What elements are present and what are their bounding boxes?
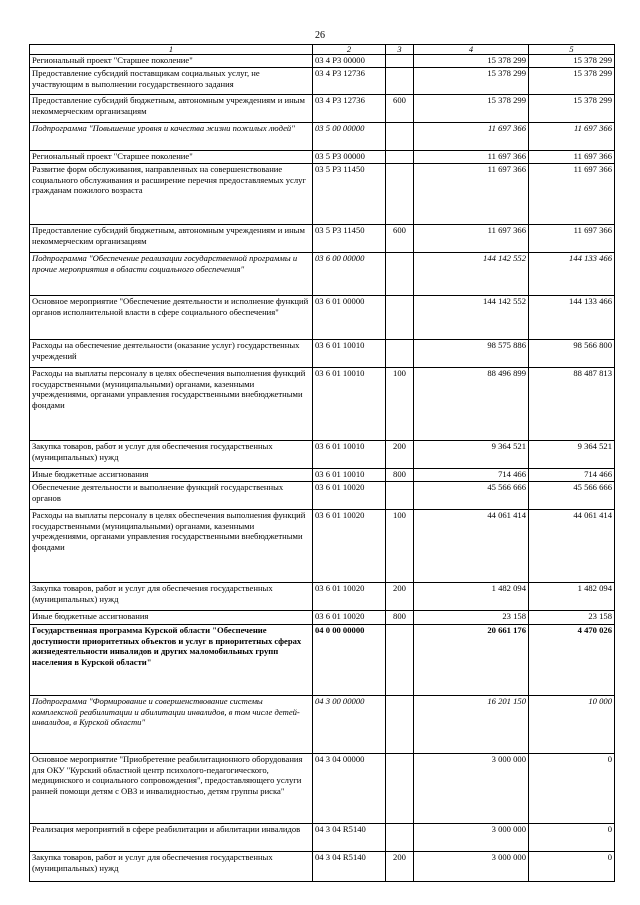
row-amount-2024-cell: 45 566 666 <box>414 482 529 510</box>
row-vr-cell: 600 <box>386 225 414 253</box>
row-amount-2024-cell: 15 378 299 <box>414 95 529 123</box>
row-name-cell: Закупка товаров, работ и услуг для обеспечения государственных (муниципальных) нужд <box>30 852 313 882</box>
header-cell: 5 <box>529 45 615 55</box>
row-code-cell: 03 6 01 10020 <box>313 611 386 625</box>
row-code-cell: 03 4 P3 00000 <box>313 55 386 68</box>
table-row <box>30 368 615 441</box>
row-amount-2024-cell: 3 000 000 <box>414 754 529 824</box>
row-amount-2024-cell: 44 061 414 <box>414 510 529 583</box>
table-row <box>30 824 615 852</box>
row-amount-2025-cell: 11 697 366 <box>529 225 615 253</box>
row-amount-2024-cell: 11 697 366 <box>414 151 529 164</box>
row-vr-cell <box>386 55 414 68</box>
row-vr-cell <box>386 824 414 852</box>
row-amount-2025-cell: 11 697 366 <box>529 151 615 164</box>
row-name-cell: Государственная программа Курской области "Обеспечение доступности приоритетных объектов и услуг в приоритетных сферах жизнедеятельности инвалидов и других маломобильных групп населения в Курской области" <box>30 625 313 696</box>
row-amount-2025-cell: 88 487 813 <box>529 368 615 441</box>
table-row <box>30 253 615 296</box>
row-amount-2024-cell: 15 378 299 <box>414 55 529 68</box>
row-vr-cell <box>386 123 414 151</box>
row-name-cell: Предоставление субсидий бюджетным, автономным учреждениям и иным некоммерческим организациям <box>30 225 313 253</box>
row-vr-cell <box>386 296 414 340</box>
row-code-cell: 03 6 01 10020 <box>313 583 386 611</box>
row-amount-2024-cell: 3 000 000 <box>414 824 529 852</box>
row-code-cell: 04 3 04 00000 <box>313 754 386 824</box>
row-vr-cell <box>386 164 414 225</box>
row-code-cell: 03 5 P3 11450 <box>313 225 386 253</box>
row-amount-2024-cell: 15 378 299 <box>414 68 529 95</box>
row-code-cell: 03 6 01 10020 <box>313 510 386 583</box>
row-amount-2025-cell: 144 133 466 <box>529 296 615 340</box>
row-name-cell: Основное мероприятие "Обеспечение деятельности и исполнение функций органов исполнительной власти в сфере социального обеспечения" <box>30 296 313 340</box>
row-code-cell: 04 0 00 00000 <box>313 625 386 696</box>
table-row <box>30 625 615 696</box>
table-row <box>30 441 615 469</box>
row-vr-cell: 800 <box>386 611 414 625</box>
table-row <box>30 340 615 368</box>
table-row <box>30 151 615 164</box>
table-row <box>30 510 615 583</box>
table-header-row <box>30 45 615 55</box>
header-cell: 1 <box>30 45 313 55</box>
row-amount-2025-cell: 11 697 366 <box>529 123 615 151</box>
row-code-cell: 03 6 01 10010 <box>313 441 386 469</box>
header-cell: 4 <box>414 45 529 55</box>
table-row <box>30 68 615 95</box>
table-row <box>30 754 615 824</box>
row-amount-2025-cell: 714 466 <box>529 469 615 482</box>
row-amount-2024-cell: 23 158 <box>414 611 529 625</box>
row-amount-2024-cell: 144 142 552 <box>414 296 529 340</box>
table-row <box>30 611 615 625</box>
row-code-cell: 04 3 04 R5140 <box>313 824 386 852</box>
table-row <box>30 123 615 151</box>
row-vr-cell: 800 <box>386 469 414 482</box>
row-name-cell: Закупка товаров, работ и услуг для обеспечения государственных (муниципальных) нужд <box>30 583 313 611</box>
row-name-cell: Подпрограмма "Обеспечение реализации государственной программы и прочие мероприятия в области социального обеспечения" <box>30 253 313 296</box>
row-vr-cell <box>386 625 414 696</box>
row-amount-2024-cell: 16 201 150 <box>414 696 529 754</box>
row-vr-cell <box>386 340 414 368</box>
table-row <box>30 225 615 253</box>
table-row <box>30 482 615 510</box>
row-vr-cell: 200 <box>386 583 414 611</box>
row-code-cell: 04 3 00 00000 <box>313 696 386 754</box>
row-name-cell: Основное мероприятие "Приобретение реабилитационного оборудования для ОКУ "Курский областной центр психолого-педагогического, медицинского и социального сопровождения", предоставляющего услуги ранней помощи детям с ОВЗ и инвалидностью, детям группы риска" <box>30 754 313 824</box>
row-name-cell: Расходы на выплаты персоналу в целях обеспечения выполнения функций государственными (муниципальными) органами, казенными учреждениями, органами управления государственными внебюджетными фондами <box>30 510 313 583</box>
row-amount-2025-cell: 44 061 414 <box>529 510 615 583</box>
table-row <box>30 696 615 754</box>
row-name-cell: Закупка товаров, работ и услуг для обеспечения государственных (муниципальных) нужд <box>30 441 313 469</box>
table-row <box>30 583 615 611</box>
row-vr-cell <box>386 68 414 95</box>
row-name-cell: Расходы на обеспечение деятельности (оказание услуг) государственных учреждений <box>30 340 313 368</box>
row-amount-2024-cell: 11 697 366 <box>414 164 529 225</box>
row-name-cell: Подпрограмма "Повышение уровня и качества жизни пожилых людей" <box>30 123 313 151</box>
row-amount-2024-cell: 144 142 552 <box>414 253 529 296</box>
row-code-cell: 03 6 00 00000 <box>313 253 386 296</box>
row-vr-cell: 100 <box>386 510 414 583</box>
row-amount-2024-cell: 20 661 176 <box>414 625 529 696</box>
row-code-cell: 03 6 01 10010 <box>313 340 386 368</box>
row-name-cell: Предоставление субсидий бюджетным, автономным учреждениям и иным некоммерческим организациям <box>30 95 313 123</box>
row-name-cell: Иные бюджетные ассигнования <box>30 469 313 482</box>
table-row <box>30 296 615 340</box>
header-cell: 3 <box>386 45 414 55</box>
row-name-cell: Обеспечение деятельности и выполнение функций государственных органов <box>30 482 313 510</box>
row-code-cell: 03 4 P3 12736 <box>313 68 386 95</box>
row-code-cell: 04 3 04 R5140 <box>313 852 386 882</box>
row-amount-2025-cell: 11 697 366 <box>529 164 615 225</box>
row-amount-2024-cell: 98 575 886 <box>414 340 529 368</box>
table-row <box>30 164 615 225</box>
row-amount-2025-cell: 9 364 521 <box>529 441 615 469</box>
row-amount-2025-cell: 10 000 <box>529 696 615 754</box>
row-code-cell: 03 5 00 00000 <box>313 123 386 151</box>
row-code-cell: 03 5 P3 00000 <box>313 151 386 164</box>
row-amount-2024-cell: 3 000 000 <box>414 852 529 882</box>
row-amount-2025-cell: 0 <box>529 754 615 824</box>
table-row <box>30 55 615 68</box>
page-number: 26 <box>315 30 325 41</box>
row-amount-2025-cell: 0 <box>529 824 615 852</box>
row-amount-2024-cell: 1 482 094 <box>414 583 529 611</box>
row-vr-cell <box>386 696 414 754</box>
row-amount-2025-cell: 15 378 299 <box>529 55 615 68</box>
row-code-cell: 03 4 P3 12736 <box>313 95 386 123</box>
row-amount-2025-cell: 15 378 299 <box>529 95 615 123</box>
row-vr-cell <box>386 151 414 164</box>
row-name-cell: Подпрограмма "Формирование и совершенствование системы комплексной реабилитации и абилитации инвалидов, в том числе детей-инвалидов, в Курской области" <box>30 696 313 754</box>
row-name-cell: Предоставление субсидий поставщикам социальных услуг, не участвующим в выполнении государственного задания <box>30 68 313 95</box>
row-vr-cell <box>386 253 414 296</box>
row-code-cell: 03 6 01 10020 <box>313 482 386 510</box>
row-amount-2025-cell: 0 <box>529 852 615 882</box>
row-vr-cell: 200 <box>386 852 414 882</box>
row-amount-2024-cell: 11 697 366 <box>414 225 529 253</box>
row-amount-2025-cell: 4 470 026 <box>529 625 615 696</box>
row-amount-2025-cell: 15 378 299 <box>529 68 615 95</box>
row-code-cell: 03 6 01 00000 <box>313 296 386 340</box>
row-amount-2025-cell: 98 566 800 <box>529 340 615 368</box>
budget-table <box>29 44 615 882</box>
row-name-cell: Расходы на выплаты персоналу в целях обеспечения выполнения функций государственными (муниципальными) органами, казенными учреждениями, органами управления государственными внебюджетными фондами <box>30 368 313 441</box>
row-vr-cell <box>386 754 414 824</box>
row-code-cell: 03 6 01 10010 <box>313 469 386 482</box>
row-amount-2024-cell: 11 697 366 <box>414 123 529 151</box>
row-vr-cell: 200 <box>386 441 414 469</box>
row-vr-cell: 100 <box>386 368 414 441</box>
row-vr-cell: 600 <box>386 95 414 123</box>
row-amount-2024-cell: 714 466 <box>414 469 529 482</box>
table-row <box>30 95 615 123</box>
table-row <box>30 469 615 482</box>
row-amount-2025-cell: 144 133 466 <box>529 253 615 296</box>
row-name-cell: Развитие форм обслуживания, направленных на совершенствование социального обслуживания и расширение перечня предоставляемых услуг гражданам пожилого возраста <box>30 164 313 225</box>
row-amount-2025-cell: 1 482 094 <box>529 583 615 611</box>
row-name-cell: Региональный проект "Старшее поколение" <box>30 151 313 164</box>
row-name-cell: Иные бюджетные ассигнования <box>30 611 313 625</box>
row-code-cell: 03 6 01 10010 <box>313 368 386 441</box>
row-amount-2025-cell: 45 566 666 <box>529 482 615 510</box>
row-name-cell: Региональный проект "Старшее поколение" <box>30 55 313 68</box>
row-amount-2024-cell: 88 496 899 <box>414 368 529 441</box>
table-row <box>30 852 615 882</box>
header-cell: 2 <box>313 45 386 55</box>
row-vr-cell <box>386 482 414 510</box>
row-amount-2024-cell: 9 364 521 <box>414 441 529 469</box>
row-amount-2025-cell: 23 158 <box>529 611 615 625</box>
row-name-cell: Реализация мероприятий в сфере реабилитации и абилитации инвалидов <box>30 824 313 852</box>
row-code-cell: 03 5 P3 11450 <box>313 164 386 225</box>
